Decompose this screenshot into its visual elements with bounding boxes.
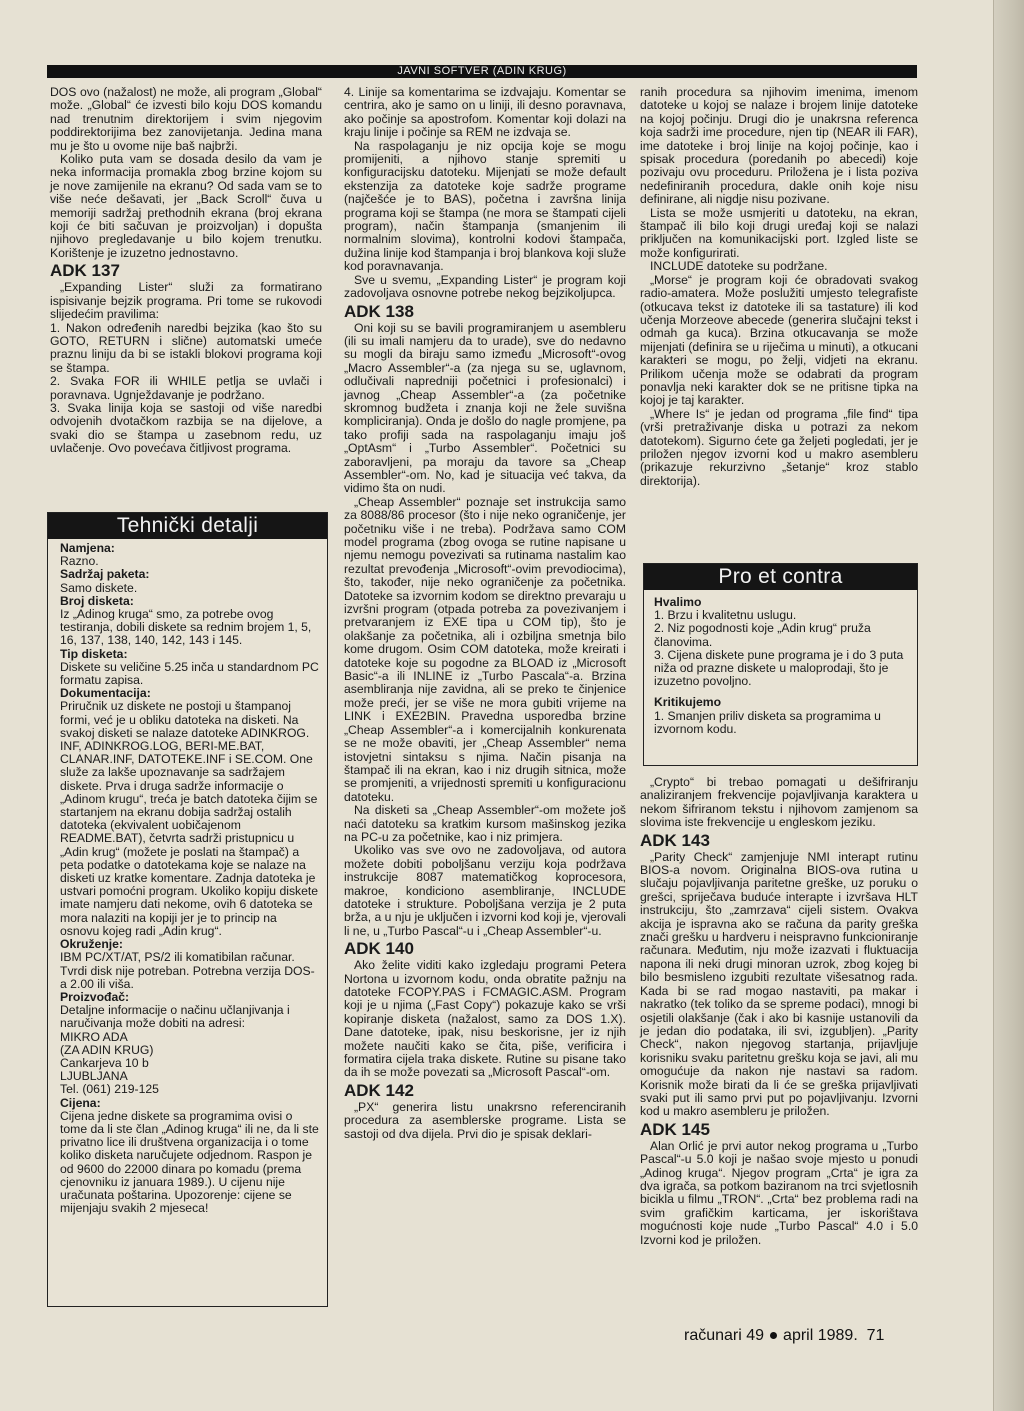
paragraph: 3. Svaka linija koja se sastoji od više naredbi odvojenih dvotačkom razbija se na dijelove, a svaki dio se štampa u zasebnom redu, uz uvlačenje. Ovo povećava čitljivost programa.: [50, 400, 322, 456]
paragraph: „PX“ generira listu unakrsno referenciranih procedura za asemblerske programe. Lista se sastoji od dva dijela. Prvi dio je spisak deklari-: [344, 1099, 626, 1141]
label: Kritikujemo: [654, 695, 722, 710]
value: Detaljne informacije o načinu učlanjivanja i naručivanja može dobiti na adresi:: [60, 1003, 290, 1031]
label: Dokumentacija:: [60, 686, 151, 701]
label: Broj disketa:: [60, 593, 134, 608]
value: Razno.: [60, 554, 99, 569]
label: Tip disketa:: [60, 646, 128, 661]
column-3-lower: [640, 776, 918, 1247]
page-edge: [993, 0, 1024, 1411]
label: Okruženje:: [60, 937, 123, 952]
paragraph: Oni koji su se bavili programiranjem u asembleru (ili su imali namjeru da to urade), sve do nedavno su mogli da biraju samo između „Microsoft“-ovog „Macro Assembler“-a (za njega su se, uglavnom, odlučivali napredniji početnici i profesionalci) i javnog „Cheap Assembler“-a (za početnike skromnog budžeta i znanja koji ne žele suvišna kompliciranja). Onda je došlo do nagle promjene, pa tako profiji sada na raspolaganju imaju još „OptAsm“ i „Turbo Assembler“. Početnici su zaboravljeni, pa moraju da tavore sa „Cheap Assembler“-om. No, kad je situacija već takva, da vidimo šta on nudi.: [344, 320, 626, 496]
label: Cijena:: [60, 1095, 101, 1110]
paragraph: „Crypto“ bi trebao pomagati u dešifriranju analiziranjem frekvencije pojavljivanja karaktera u nekom šifriranom tekstu i njihovom zamjenom sa slovima iste frekvencije u engleskom jeziku.: [640, 775, 918, 830]
value: IBM PC/XT/AT, PS/2 ili komatibilan računar. Tvrdi disk nije potreban. Potrebna verzija DOS-a 2.00 ili viša.: [60, 950, 315, 991]
issue-date: april 1989.: [783, 1327, 858, 1344]
paragraph: Koliko puta vam se dosada desilo da vam je neka informacija promakla zbog brzine kojom su je nove zamijenile na ekranu? Od sada vam se to više neće dešavati, jer „Back Scroll“ čuva u memoriji sadržaj prethodnih ekrana (broj ekrana koji će biti sačuvan je proizvoljan) i dopušta njihovo pregledavanje u bilo kojem trenutku. Korištenje je izuzetno jednostavno.: [50, 152, 322, 260]
bullet-icon: [770, 1332, 777, 1339]
value: Iz „Adinog kruga“ smo, za potrebe ovog testiranja, dobili diskete sa rednim brojem 1, 5, 16, 137, 138, 140, 142, 143 i 145.: [60, 607, 312, 648]
paragraph: „Morse“ je program koji će obradovati svakog radio-amatera. Može poslužiti umjesto telegrafiste (otkucava tekst iz datoteke ili sa tastature) ili kod učenja Morzeove abecede (generira slučajni tekst i odmah ga kuca). Brzina otkucavanja se može mijenjati (definira se u riječima u minuti), a otkucani karakteri se mogu, po želji, vidjeti na ekranu. Prilikom učenja može se odabrati da program ponavlja neki karakter dok se ne pritisne tipka na kojoj je taj karakter.: [640, 272, 918, 408]
address-line: MIKRO ADA: [60, 1029, 128, 1044]
label: Namjena:: [60, 541, 115, 555]
column-3: [640, 86, 918, 488]
value: Cijena jedne diskete sa programima ovisi o tome da li ste član „Adinog kruga“ ili ne, da li ste privatno lice ili društvena organizacija i o tome koliko disketa naručujete odjednom. Raspon je od 9600 do 22000 dinara po komadu (prema cjenovniku iz januara 1989.). U cijenu nije uračunata poštarina. Upozorenje: cijene se mijenjaju svakih 2 mjeseca!: [60, 1108, 319, 1216]
address-line: LJUBLJANA: [60, 1069, 128, 1084]
list-item: 1. Brzu i kvalitetnu uslugu.: [654, 608, 797, 623]
value: Diskete su veličine 5.25 inča u standardnom PC formatu zapisa.: [60, 659, 319, 688]
value: Samo diskete.: [60, 580, 138, 595]
column-2: [344, 86, 626, 1141]
page-number: 71: [866, 1327, 885, 1344]
list-item: 2. Niz pogodnosti koje „Adin krug“ pruža članovima.: [654, 621, 871, 649]
paragraph: Alan Orlić je prvi autor nekog programa u „Turbo Pascal“-u 5.0 koji je našao svoje mjesto u ponudi „Adinog kruga“. Njegov program „Crta“ je igra za dva igrača, sa potkom baziranom na trci svjetlosnih bicikla u filmu „TRON“. „Crta“ bez problema radi na svim grafičkim karticama, jer iskorištava mogućnosti koje nude „Turbo Pascal“ 4.0 i 5.0 Izvorni kod je priložen.: [640, 1138, 918, 1247]
section-heading-adk-140: ADK 140: [344, 939, 414, 959]
paragraph: Lista se može usmjeriti u datoteku, na ekran, štampač ili bilo koji drugi uređaj koji se nalazi priključen na komunikacijski port. Izgled liste se može konfigurirati.: [640, 205, 918, 260]
column-1: [50, 86, 322, 456]
label: Proizvođač:: [60, 989, 130, 1004]
section-header: JAVNI SOFTVER (ADIN KRUG): [47, 65, 917, 78]
page-footer: [684, 1326, 924, 1346]
section-heading-adk-143: ADK 143: [640, 830, 710, 850]
address-line: Cankarjeva 10 b: [60, 1055, 149, 1070]
box-title: Tehnički detalji: [48, 513, 327, 539]
paragraph: „Cheap Assembler“ poznaje set instrukcija samo za 8088/86 procesor (što i nije neko ograničenje, jer početniku više i ne treba). Podržava samo COM model programa (zbog ovoga se rutine napisane u njemu nemogu povezivati sa rutinama nastalim kao rezultat prevođenja „Microsoft“-ovim prevodiocima), što, također, nije neko ograničenje za početnika. Datoteke sa izvornim kodom se direktno prevaraju u izvršni program (otpada potreba za povezivanjem i pretvaranjem iz EXE tipa u COM tip), što je olakšanje za početnika, ali i ozbiljna smetnja bilo kome drugom. Osim COM datoteka, može kreirati i datoteke koje su pogodne za BLOAD iz „Microsoft Basic“-a ili INLINE iz „Turbo Pascala“-a. Brzina asembliranja nije zavidna, ali se preko te činjenice može preći, jer se više ne mora gubiti vrijeme na LINK i EXE2BIN. Pravedna usporedba brzine „Cheap Assembler“-a i komercijalnih konkurenata se ne može obaviti, jer „Cheap Assembler“ nema istovjetni sintaksu s njima. Način pisanja na štampač ili na ekran, kao i niz drugih sitnica, može se promjeniti, a vrijednosti spremiti u konfiguracionu datoteku.: [344, 494, 626, 804]
paragraph: Sve u svemu, „Expanding Lister“ je program koji zadovoljava osnovne potrebe nekog bejzikoljupca.: [344, 272, 626, 301]
paragraph: Na raspolaganju je niz opcija koje se mogu promijeniti, a njihovo stanje spremiti u konfiguracijsku datoteku. Mijenjati se može default ekstenzija za datoteke koje sadrže programe (najčešće je to BAS), početna i završna linija programa koji se štampa (ne mora se štampati cijeli program), način štampanja (smanjenim ili normalnim slovima), kontrolni kodovi štampača, dužina linije kod štampanja i broj blankova koji služe kod poravnavanja.: [344, 138, 626, 274]
magazine-name: računari 49: [684, 1327, 765, 1344]
section-heading-adk-138: ADK 138: [344, 301, 414, 321]
section-heading-adk-145: ADK 145: [640, 1119, 710, 1139]
address-line: Tel. (061) 219-125: [60, 1082, 159, 1097]
paragraph: 1. Nakon određenih naredbi bejzika (kao što su GOTO, RETURN i slične) automatski umeće praznu liniju da bi se istakli blokovi programa koji se štampa.: [50, 320, 322, 375]
paragraph: Na disketi sa „Cheap Assembler“-om možete još naći datoteku sa kratkim kursom mašinskog jezika na PC-u za početnike, kao i niz primjera.: [344, 803, 626, 844]
paragraph: Ako želite viditi kako izgledaju programi Petera Nortona u izvornom kodu, onda obratite pažnju na datoteke FCOPY.PAS i FCMAGIC.ASM. Program koji je u njima („Fast Copy“) pokazuje kako se vrši kopiranje disketa (nažalost, samo za DOS 1.X). Dane datoteke, ipak, nisu beskorisne, jer iz njih možete naučiti kako se čita, piše, verificira i formatira cijela traka diskete. Rutine su pisane tako da ih se može povezati sa „Microsoft Pascal“-om.: [344, 958, 626, 1080]
label: Hvalimo: [654, 595, 702, 609]
list-item: 3. Cijena diskete pune programa je i do 3 puta niža od prazne diskete u maloprodaji, što je izuzetno povoljno.: [654, 647, 904, 689]
address-line: (ZA ADIN KRUG): [60, 1042, 154, 1057]
section-heading-adk-137: ADK 137: [50, 261, 120, 281]
box-title: Pro et contra: [644, 564, 917, 590]
paragraph: „Where Is“ je jedan od programa „file find“ tipa (vrši pretraživanje diska u potrazi za nekom datotekom). Sigurno ćete ga željeti pogledati, jer je priložen njegov izvorni kod u makro asembleru (prikazuje rekurzivno „šetanje“ kroz stablo direktorija).: [640, 406, 918, 488]
paragraph: „Expanding Lister“ služi za formatirano ispisivanje bejzik programa. Pri tome se rukovodi slijedećim pravilima:: [50, 280, 322, 322]
paragraph: „Parity Check“ zamjenjuje NMI interapt rutinu BIOS-a novom. Originalna BIOS-ova rutina u slučaju pojavljivanja paritetne greške, uz poruku o grešci, spriječava buduće interapte i izvršava HLT instrukciju, što „zamrzava“ cijeli sistem. Ovakva akcija je ispravna ako se računa da parity greška znači grešku u hardveru i neispravno funkcioniranje računara. Međutim, nju može izazvati i fluktuacija napona ili neki drugi minoran uzrok, zbog kojeg bi bilo besmisleno izgubiti rezultate višesatnog rada. Kada bi se rad mogao nastaviti, pa makar i nakratko (tek toliko da se spreme podaci), mnogi bi osjetili olakšanje (čak i ako bi kasnije ustanovili da je jedan dio podataka, ili svi, izgubljen). „Parity Check“, nakon njegovog startanja, prijavljuje korisniku svaku paritetnu grešku koja se javi, ali mu omogućuje da nakon nje nastavi sa radom. Korisnik može birati da li će se greška prijavljivati svaki put ili samo prvi put po pojavljivanju. Izvorni kod u makro asembleru je priložen.: [640, 849, 918, 1119]
paragraph: DOS ovo (nažalost) ne može, ali program „Global“ može. „Global“ će izvesti bilo koju DOS komandu nad trenutnim direktorijem i svim njegovim poddirektorijima bez zanovijetanja. Jedina mana mu je što u ovome nije baš najbrži.: [50, 85, 322, 153]
label: Sadržaj paketa:: [60, 567, 150, 582]
technical-details-box: [47, 512, 328, 1307]
paragraph: 4. Linije sa komentarima se izdvajaju. Komentar se centrira, ako je samo on u liniji, ili desno poravnava, ako počinje sa apostrofom. Komentar koji dolazi na kraju linije i počinje sa REM ne izdvaja se.: [344, 85, 626, 140]
list-item: 1. Smanjen priliv disketa sa programima u izvornom kodu.: [654, 708, 881, 736]
paragraph: ranih procedura sa njihovim imenima, imenom datoteke u kojoj se nalaze i brojem linije datoteke na kojoj počinju. Drugi dio je unakrsna referenca koja sadrži ime procedure, njen tip (NEAR ili FAR), ime datoteke i broj linije na kojoj počinje, kao i spisak procedura (poredanih po abecedi) koje pozivaju ovu proceduru. Priložena je i lista poziva nedefiniranih procedura, dakle onih koje nisu definirane, ali nigdje nisu pozivane.: [640, 85, 918, 207]
paragraph: 2. Svaka FOR ili WHILE petlja se uvlači i poravnava. Ugnježdavanje je podržano.: [50, 374, 322, 402]
paragraph: INCLUDE datoteke su podržane.: [650, 259, 828, 274]
paragraph: Ukoliko vas sve ovo ne zadovoljava, od autora možete dobiti poboljšanu verziju koja podržava instrukcije 8087 matematičkog koprocesora, makroe, kondiciono asembliranje, INCLUDE datoteke i strukture. Poboljšana verzija je 2 puta brža, a u nju je uključen i izvorni kod koji je, vjerovali li ne, u „Turbo Pascal“-u i „Cheap Assembler“-u.: [344, 843, 626, 938]
value: Priručnik uz diskete ne postoji u štampanoj formi, već je u obliku datoteka na disketi. Na svakoj disketi se nalaze datoteke ADINKROG. INF, ADINKROG.LOG, BERI-ME.BAT, CLANAR.INF, DATOTEKE.INF i SE.COM. One služe za lakše upoznavanje sa sadržajem diskete. Prva i druga sadrže informacije o „Adinom krugu“, treća je batch datoteka čijim se startanjem na ekranu dobija sadržaj ostalih datoteka (ekvivalent uobičajenom README.BAT), četvrta sadrži pristupnicu u „Adin krug“ (možete je poslati na štampač) a peta podatke o datotekama koje se nalaze na disketi uz kratke komentare. Zadnja datoteka je ustvari pomoćni program. Ukoliko kopiju diskete imate namjeru dati nekome, ovih 6 datoteka se mora nalaziti na kopiji jer je to princip na osnovu kojeg radi „Adin krug“.: [60, 699, 319, 938]
section-heading-adk-142: ADK 142: [344, 1080, 414, 1100]
pro-et-contra-box: [643, 563, 918, 766]
